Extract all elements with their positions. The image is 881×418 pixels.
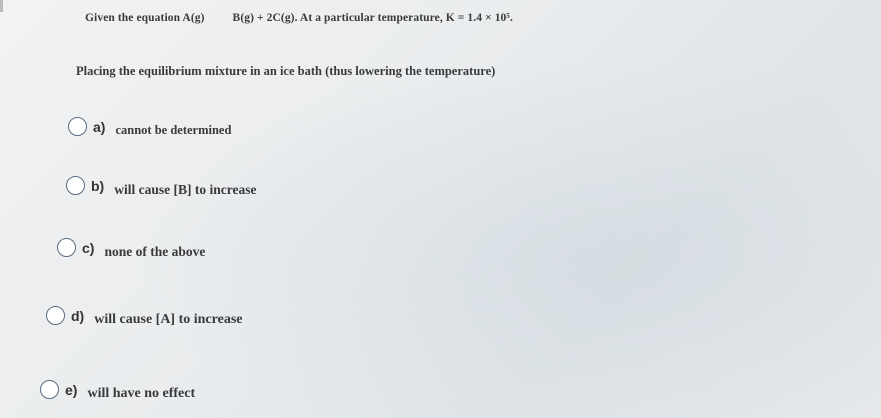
question-products-text: B(g) + 2C(g). At a particular temperature, K = 1.4 × 10⁵. [232,12,513,24]
option-text-e: will have no effect [87,385,196,401]
option-e[interactable] [40,380,195,399]
radio-button-c[interactable] [57,238,76,257]
radio-button-d[interactable] [46,306,65,325]
option-letter-a: a) [93,118,106,135]
option-a[interactable] [68,117,231,136]
option-text-c: none of the above [104,243,206,259]
question-given-text: Given the equation A(g) [85,12,205,24]
question-prompt: Placing the equilibrium mixture in an ice bath (thus lowering the temperature) [76,64,496,78]
option-b[interactable] [66,176,256,195]
option-c[interactable] [57,238,205,257]
left-edge-divider [0,0,3,12]
option-letter-b: b) [91,177,105,194]
option-d[interactable] [46,306,242,325]
option-letter-e: e) [65,381,78,398]
radio-button-b[interactable] [66,176,85,195]
option-letter-c: c) [82,239,95,256]
option-text-d: will cause [A] to increase [94,311,243,327]
radio-button-e[interactable] [40,380,59,399]
question-equation [85,12,513,24]
radio-button-a[interactable] [68,117,87,136]
option-text-b: will cause [B] to increase [114,181,257,197]
option-letter-d: d) [71,307,85,324]
option-text-a: cannot be determined [115,123,232,137]
